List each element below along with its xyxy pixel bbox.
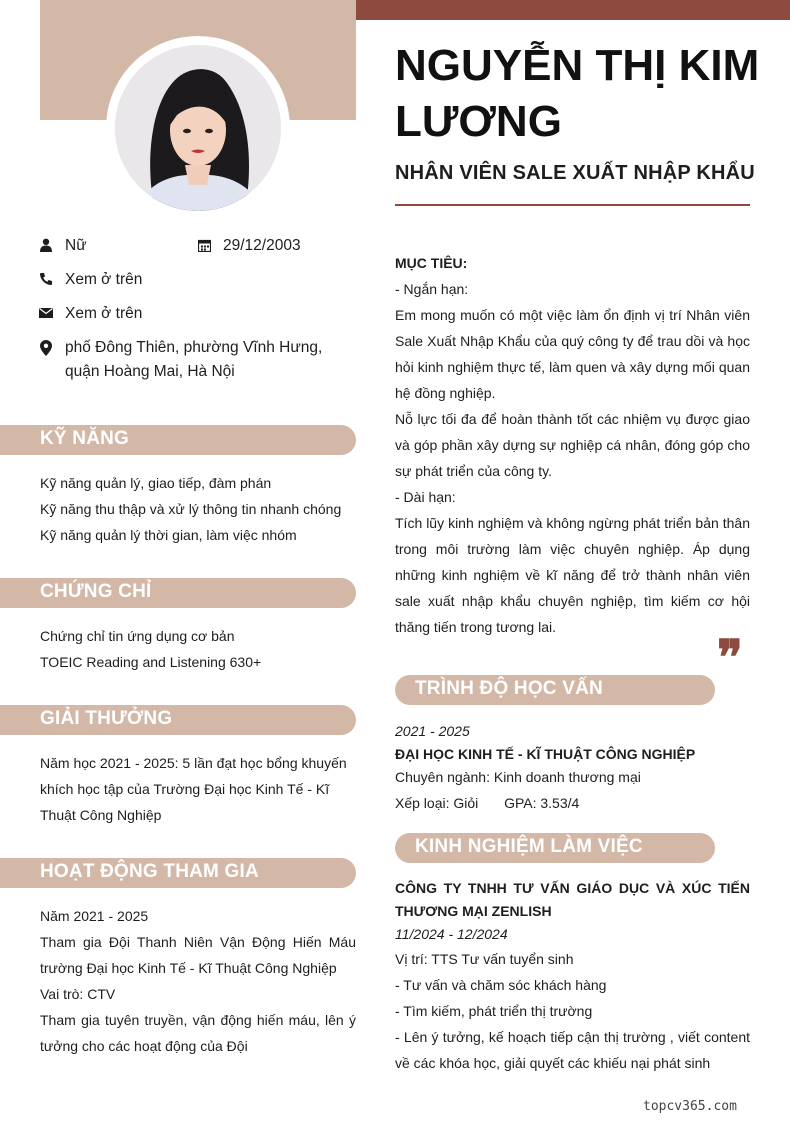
candidate-role: NHÂN VIÊN SALE XUẤT NHẬP KHẨU	[395, 162, 755, 184]
email-icon	[39, 307, 53, 319]
education-content	[395, 718, 750, 816]
email-value: Xem ở trên	[65, 305, 143, 322]
certificates-list	[40, 623, 356, 675]
objective-short-1: Em mong muốn có một việc làm ổn định vị trí Nhân viên Sale Xuất Nhập Khẩu của quý công ty để trau dồi và học hỏi kinh nghiệm thực tế, làm quen và xây dựng mối quan hệ đồng nghiệp.	[395, 307, 750, 401]
experience-duty-1: - Tư vấn và chăm sóc khách hàng	[395, 977, 607, 993]
experience-content	[395, 877, 750, 1076]
experience-position: Vị trí: TTS Tư vấn tuyển sinh	[395, 951, 574, 967]
activities-line-1: Tham gia Đội Thanh Niên Vận Động Hiến Máu trường Đại học Kinh Tế - Kĩ Thuật Công Nghiệp	[40, 934, 356, 976]
education-school: ĐẠI HỌC KINH TẾ - KĨ THUẬT CÔNG NGHIỆP	[395, 746, 696, 762]
awards-title: GIẢI THƯỞNG	[40, 708, 173, 729]
list-item: Kỹ năng quản lý thời gian, làm việc nhóm	[40, 527, 297, 543]
education-header	[395, 675, 715, 705]
objective-content	[395, 250, 750, 640]
activities-role: Vai trò: CTV	[40, 986, 116, 1002]
education-grade: Xếp loại: Giỏi	[395, 795, 479, 811]
certificates-title: CHỨNG CHỈ	[40, 581, 152, 602]
location-icon	[40, 340, 52, 356]
experience-duty-3: - Lên ý tưởng, kế hoạch tiếp cận thị trường , viết content về các khóa học, giải quyết các khiếu nại phát sinh	[395, 1029, 750, 1071]
awards-text: Năm học 2021 - 2025: 5 lần đạt học bổng khuyến khích học tập của Trường Đại học Kinh Tế - Kĩ Thuật Công Nghiệp	[40, 755, 347, 823]
education-gpa: GPA: 3.53/4	[504, 795, 580, 811]
activities-title: HOẠT ĐỘNG THAM GIA	[40, 861, 259, 882]
experience-period: 11/2024 - 12/2024	[395, 926, 508, 942]
footer-watermark: topcv365.com	[643, 1099, 737, 1114]
address-value: phố Đông Thiên, phường Vĩnh Hưng, quận Hoàng Mai, Hà Nội	[65, 339, 323, 380]
experience-company: CÔNG TY TNHH TƯ VẤN GIÁO DỤC VÀ XÚC TIẾN THƯƠNG MẠI ZENLISH	[395, 880, 750, 919]
objective-short-2: Nỗ lực tối đa để hoàn thành tốt các nhiệm vụ được giao và góp phần xây dựng sự nghiệp cá nhân, đóng góp cho sự phát triển của công ty.	[395, 411, 750, 479]
certificates-header	[0, 578, 356, 608]
skills-header	[0, 425, 356, 455]
top-accent-bar	[356, 0, 790, 20]
objective-title: MỤC TIÊU:	[395, 255, 468, 271]
experience-header	[395, 833, 715, 863]
phone-icon	[39, 272, 53, 286]
experience-duty-2: - Tìm kiếm, phát triển thị trường	[395, 1003, 593, 1019]
list-item: TOEIC Reading and Listening 630+	[40, 654, 262, 670]
birthdate-value: 29/12/2003	[223, 237, 301, 254]
awards-header	[0, 705, 356, 735]
activities-header	[0, 858, 356, 888]
quote-mark-icon: ❞	[717, 630, 743, 686]
skills-title: KỸ NĂNG	[40, 428, 130, 449]
list-item: Kỹ năng thu thập và xử lý thông tin nhanh chóng	[40, 501, 342, 517]
education-title: TRÌNH ĐỘ HỌC VẤN	[415, 678, 603, 699]
candidate-name: NGUYỄN THỊ KIM LƯƠNG	[395, 41, 760, 146]
activities-content	[40, 903, 356, 1059]
phone-value: Xem ở trên	[65, 271, 143, 288]
education-grade-row	[395, 790, 750, 816]
activities-line-2: Tham gia tuyên truyền, vận động hiến máu, lên ý tưởng cho các hoạt động của Đội	[40, 1012, 356, 1054]
objective-long-1: Tích lũy kinh nghiệm và không ngừng phát triển bản thân trong môi trường làm việc chuyên nghiệp. Áp dụng những kinh nghiệm về kĩ năng để trở thành nhân viên sale xuất nhập khẩu chuyên nghiệp, tìm kiếm cơ hội thăng tiến trong tương lai.	[395, 515, 750, 635]
avatar	[115, 45, 281, 211]
gender-value: Nữ	[65, 237, 87, 254]
person-icon	[39, 238, 53, 252]
skills-list	[40, 470, 356, 548]
education-period: 2021 - 2025	[395, 723, 470, 739]
objective-long-label: - Dài hạn:	[395, 489, 456, 505]
experience-title: KINH NGHIỆM LÀM VIỆC	[415, 836, 643, 857]
list-item: Kỹ năng quản lý, giao tiếp, đàm phán	[40, 475, 272, 491]
header-divider	[395, 204, 750, 206]
education-major: Chuyên ngành: Kinh doanh thương mại	[395, 769, 641, 785]
objective-short-label: - Ngắn hạn:	[395, 281, 469, 297]
activities-period: Năm 2021 - 2025	[40, 908, 149, 924]
calendar-icon	[198, 239, 211, 252]
list-item: Chứng chỉ tin ứng dụng cơ bản	[40, 628, 235, 644]
